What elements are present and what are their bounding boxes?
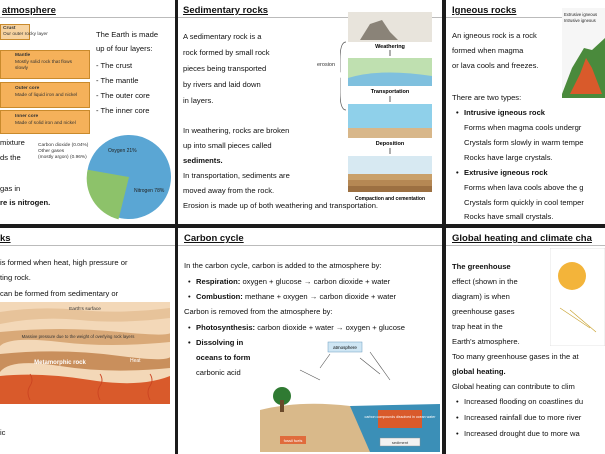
layer-crust: - The crust bbox=[96, 61, 133, 70]
metamorphic-panel: ks is formed when heat, high pressure or ting rock. can be formed from sedimentary or Earth's surface Massive pressure due to the weight of overlying rock layers Metamorphic rock Heat ic bbox=[0, 228, 175, 454]
layer-outer-core: - The outer core bbox=[96, 91, 150, 100]
erosion-label: erosion bbox=[317, 62, 336, 68]
carbon-cycle-diagram bbox=[260, 340, 440, 452]
earth-surface-label: Earth's surface bbox=[69, 307, 101, 312]
air-composition-pie bbox=[86, 134, 172, 220]
layers-intro: The Earth is made bbox=[96, 30, 159, 39]
ocean-carbon-label: carbon compounds dissolved in ocean water bbox=[364, 415, 436, 419]
weathering-label: Weathering bbox=[375, 44, 405, 50]
metamorphic-rock-diagram bbox=[0, 302, 170, 404]
fossil-fuels-label: fossil fuels bbox=[283, 438, 303, 443]
greenhouse-effect-diagram bbox=[550, 248, 605, 346]
panel-title: ks bbox=[0, 233, 11, 244]
pie-label-nitrogen: Nitrogen 78% bbox=[134, 188, 165, 194]
nitrogen-sentence: re is nitrogen. bbox=[0, 198, 51, 207]
pie-label-oxygen: Oxygen 21% bbox=[108, 148, 137, 154]
mantle-box: Mantle Mostly solid rock that flows slowly bbox=[0, 50, 90, 79]
transportation-label: Transportation bbox=[370, 89, 410, 95]
compaction-label: Compaction and cementation bbox=[354, 196, 426, 202]
panel-title: atmosphere bbox=[2, 5, 56, 16]
extrusive-caption: Extrusive igneous bbox=[564, 12, 598, 17]
inner-core-box: Inner core Made of solid iron and nickel bbox=[0, 110, 90, 134]
rock-cycle-stages-diagram bbox=[340, 10, 440, 222]
panel-title: Carbon cycle bbox=[184, 233, 244, 244]
atmosphere-box-label: atmosphere bbox=[333, 345, 357, 350]
heat-label: Heat bbox=[130, 358, 141, 364]
sediment-label: sediment bbox=[391, 440, 409, 445]
igneous-rock-diagram bbox=[562, 8, 605, 98]
outer-core-box: Outer core Made of liquid iron and nickel bbox=[0, 82, 90, 108]
title-underline bbox=[0, 17, 175, 18]
global-heating-panel: Global heating and climate cha The greenhouse effect (shown in the diagram) is when greenhouse gases trap heat in the Earth's atmosphere. Too many greenhouse gases in the at global heating. Global heating can contribute to clim • Increased flooding on coastlines du • Increased rainfall due to more river • Increased drought due to more wa bbox=[446, 228, 605, 454]
layer-inner-core: - The inner core bbox=[96, 106, 150, 115]
pressure-label: Massive pressure due to the weight of overlying rock layers bbox=[21, 334, 135, 339]
deposition-label: Deposition bbox=[375, 141, 405, 147]
crust-box: Crust Our outer rocky layer bbox=[0, 24, 30, 40]
igneous-panel: Igneous rocks An igneous rock is a rock formed when magma or lava cools and freezes. There are two types: • Intrusive igneous rock Forms when magma cools undergr Crystals form slowly in warm tempe Rocks have large crystals. • Extrusive igneous rock Forms when lava cools above the g Crystals form quickly in cool temper Rocks have small crystals. Extrusive igneous Intrusive igneous bbox=[446, 0, 605, 224]
intrusive-caption: Intrusive igneous bbox=[564, 18, 596, 23]
metamorphic-label: Metamorphic rock bbox=[34, 360, 86, 366]
panel-title: Igneous rocks bbox=[452, 5, 517, 16]
carbon-cycle-panel: Carbon cycle In the carbon cycle, carbon is added to the atmosphere by: • Respiration: oxygen + glucose → carbon dioxide + water • Combustion: methane + oxygen → carbon dioxide + water Carbon is removed from the atmosphere by: • Photosynthesis: carbon dioxide + water → oxygen + glucose • Dissolving in oceans to form carbonic acid atmosphere carbon compounds dissolved in ocean water fossil fuels sediment bbox=[178, 228, 442, 454]
atmosphere-panel: atmosphere Crust Our outer rocky layer Mantle Mostly solid rock that flows slowly Outer core Made of liquid iron and nickel Inner core Made of solid iron and nickel The Earth is made up of four layers: - The crust - The mantle - The outer core - The inner core mixture ds the gas in re is nitrogen. Carbon dioxide (0.04%) Other gases (mostly argon) (0.96%) Oxygen 21% Nitrogen 78% bbox=[0, 0, 175, 224]
panel-title: Sedimentary rocks bbox=[183, 5, 269, 16]
panel-title: Global heating and climate cha bbox=[452, 233, 592, 244]
sedimentary-panel: Sedimentary rocks A sedimentary rock is a rock formed by small rock pieces being transported by rivers and laid down in layers. In weathering, rocks are broken up into small pieces called sediments. In transportation, sediments are moved away from the rock. Erosion is made up of both weathering and transportation. erosion Weathering Transportation Deposition Compaction and cementation bbox=[178, 0, 442, 224]
layer-mantle: - The mantle bbox=[96, 76, 139, 85]
